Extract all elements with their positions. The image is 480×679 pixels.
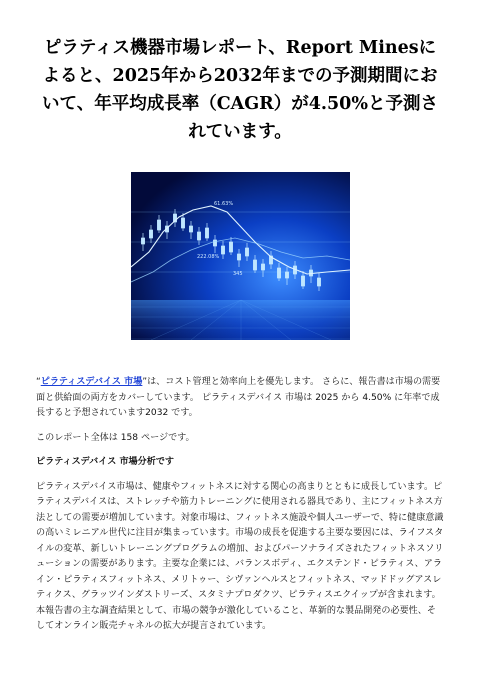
intro-paragraph: “ピラティスデバイス 市場”は、コスト管理と効率向上を優先します。 さらに、報告書は市場の需要面と供給面の両方をカバーしています。 ピラティスデバイス 市場は 2025 から 4.50% に年率で成長すると予想されています2032 です。	[36, 377, 441, 418]
section-heading: ピラティスデバイス 市場分析です	[36, 457, 175, 467]
candle-body	[197, 232, 200, 240]
candle-body	[141, 238, 144, 244]
market-link[interactable]: ピラティスデバイス 市場	[40, 377, 143, 387]
page-count-text: このレポート全体は 158 ページです。	[36, 432, 195, 443]
candle-body	[149, 230, 152, 238]
page-title: ピラティス機器市場レポート、Report Minesによると、2025年から2032年までの予測期間において、年平均成長率（CAGR）が4.50%と予測されています。	[42, 38, 438, 142]
candle-body	[245, 248, 248, 256]
chart-label-3: 345	[232, 271, 243, 277]
candle-body	[261, 264, 264, 270]
stock-chart-hero-image	[131, 172, 350, 340]
candle-body	[221, 246, 224, 254]
candle-body	[277, 268, 280, 278]
chart-label-1: 61.63%	[213, 201, 233, 207]
candle-body	[205, 228, 208, 238]
candle-body	[317, 278, 320, 286]
candle-body	[189, 226, 192, 232]
candle-body	[229, 242, 232, 252]
candle-body	[237, 254, 240, 260]
candle-body	[213, 240, 216, 246]
candle-body	[181, 218, 184, 228]
candle-body	[285, 272, 288, 278]
analysis-paragraph: ピラティスデバイス市場は、健康やフィットネスに対する関心の高まりとともに成長しています。ピラティスデバイスは、ストレッチや筋力トレーニングに使用される器具であり、主にフィットネス方法としての需要が増加しています。対象市場は、フィットネス施設や個人ユーザーで、特に健康意識の高いミレニアル世代に注目が集まっています。市場の成長を促進する主要な要因には、ライフスタイルの変革、新しいトレーニングプログラムの増加、およびパーソナライズされたフィットネスソリューションの需要があります。主要な企業には、バランスボディ、エクステンド・ピラティス、アライン・ピラティスフィットネス、メリトゥー、シヴァンヘルスとフィットネス、マッドドッグアスレティクス、グラッツインダストリーズ、スタミナプロダクツ、ピラティスエクイップが含まれます。本報告書の主な調査結果として、市場の競争が激化していること、革新的な製品開発の必要性、そしてオンライン販売チャネルの拡大が提言されています。	[36, 481, 444, 631]
chart-label-2: 222.08%	[196, 254, 219, 260]
candle-body	[301, 276, 304, 286]
candle-body	[253, 260, 256, 270]
candle-body	[157, 220, 160, 230]
